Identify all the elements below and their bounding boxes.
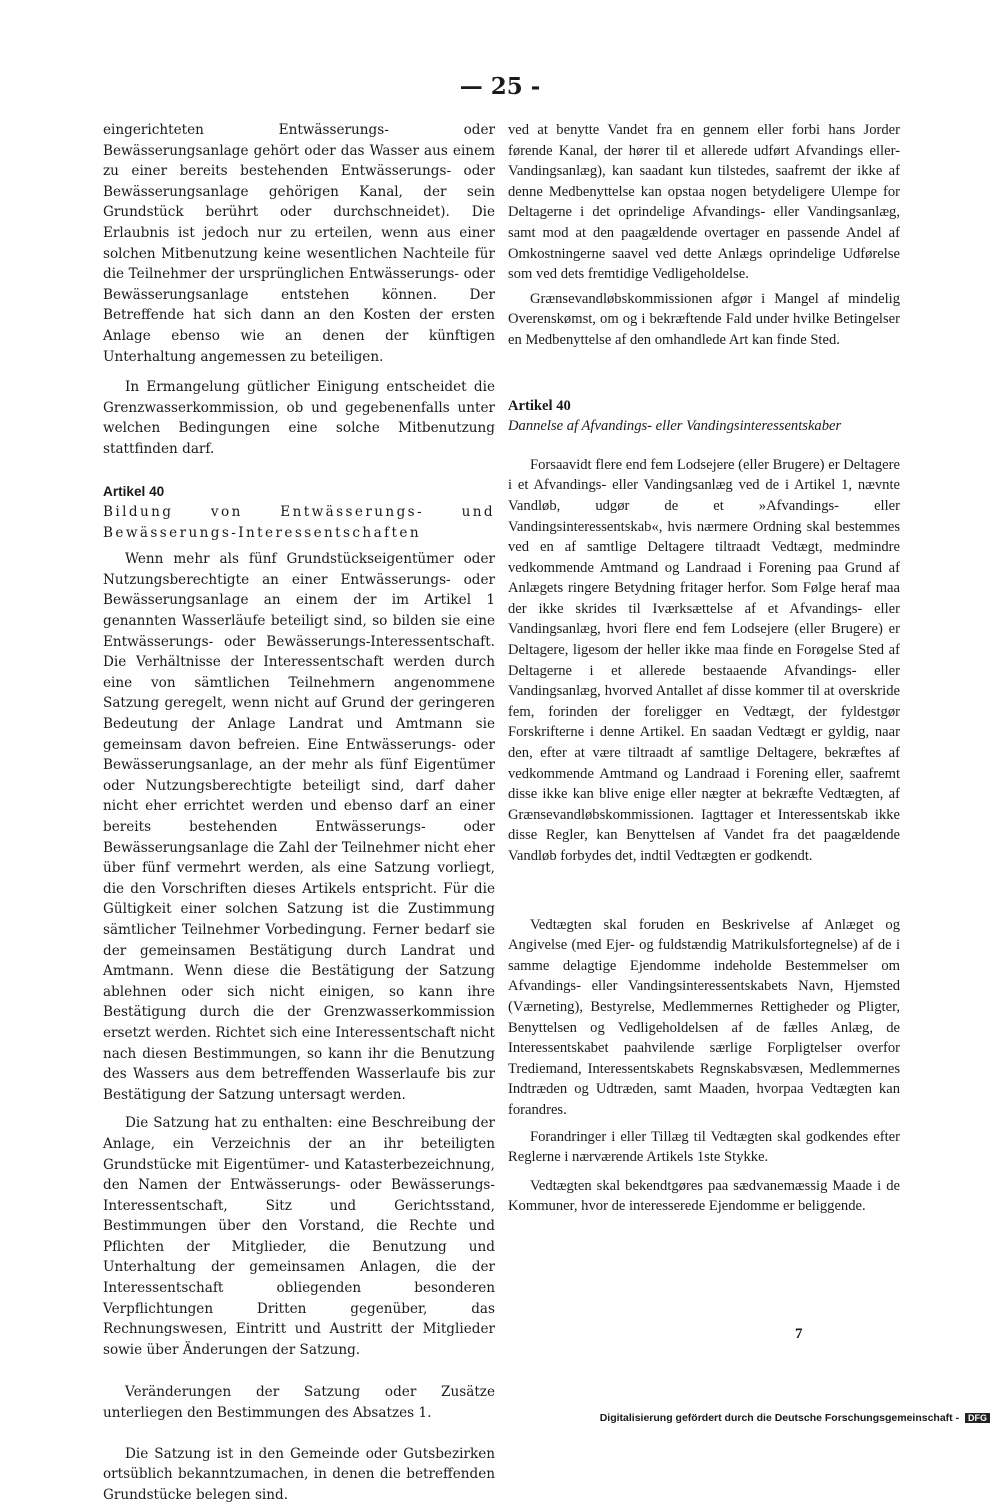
- danish-column: [508, 120, 900, 1217]
- danish-paragraph-1: ved at benytte Vandet fra en gennem eller forbi hans Jorder førende Kanal, der hører til et allerede udført Afvandings eller- Vandingsanlæg), kan saadant kun tilstedes, saafremt der ikke af denne Medbenyttelse kan opstaa nogen betydeligere Ulempe for Deltagerne i det oprindelige Afvandings- eller Vandingsanlæg, samt mod at den paagældende overtager en passende Andel af Omkostningerne saavel ved dette Anlægs oprindelige Udførelse som ved dets fremtidige Vedligeholdelse.: [508, 122, 900, 283]
- german-article-heading: Artikel 40: [103, 483, 165, 499]
- german-column: [103, 120, 495, 1505]
- dfg-logo-icon: DFG: [965, 1413, 990, 1423]
- footer-text: Digitalisierung gefördert durch die Deutsche Forschungsgemeinschaft -: [599, 1412, 960, 1424]
- german-paragraph-1: eingerichteten Entwässerungs- oder Bewässerungsanlage gehört oder das Wasser aus einem zu einer bereits bestehenden Entwässerungs- oder Bewässerungsanlage gehörigen Kanal, der sein Grundstück berührt oder durchschneidet). Die Erlaubnis ist jedoch nur zu erteilen, wenn aus einer solchen Mitbenutzung keine wesentlichen Nachteile für die Teilnehmer der ursprünglichen Entwässerungs- oder Bewässerungsanlage entstehen können. Der Betreffende hat sich dann an den Kosten der ersten Anlage ebenso wie an denen der künftigen Unterhaltung angemessen zu beteiligen.: [103, 122, 495, 365]
- signature-number: 7: [795, 1326, 803, 1342]
- danish-paragraph-6: Vedtægten skal bekendtgøres paa sædvanemæssig Maade i de Kommuner, hvor de interesserede Ejendomme er beliggende.: [508, 1177, 900, 1215]
- german-paragraph-6: Die Satzung ist in den Gemeinde oder Gutsbezirken ortsüblich bekanntzumachen, in denen die betreffenden Grundstücke belegen sind.: [103, 1445, 495, 1503]
- danish-paragraph-5: Forandringer i eller Tillæg til Vedtægten skal godkendes efter Reglerne i nærværende Artikels 1ste Stykke.: [508, 1128, 900, 1166]
- german-paragraph-2: In Ermangelung gütlicher Einigung entscheidet die Grenzwasserkommission, ob und gegebenenfalls unter welchen Bedingungen eine solche Mitbenutzung stattfinden darf.: [103, 379, 495, 457]
- german-article-subtitle: Bildung von Entwässerungs- und Bewässerungs-Interessentschaften: [103, 504, 495, 541]
- danish-article-heading: Artikel 40: [508, 397, 571, 414]
- footer: [600, 1412, 990, 1424]
- page-number: — 25 -: [459, 73, 541, 100]
- danish-paragraph-3: Forsaavidt flere end fem Lodsejere (eller Brugere) er Deltagere i et Afvandings- eller Vandingsanlæg ved de i Artikel 1, nævnte Vandløb, udgør de et »Afvandings- eller Vandingsinteressentskab«, hvis nærmere Ordning skal bestemmes ved en af samtlige Deltagere tiltraadt Vedtægt, medmindre vedkommende Amtmand og Landraad i Forening paa Grund af Anlægets ringere Betydning fritager herfor. Som Følge heraf maa der ikke skrides til Iværksættelse af et Afvandings- eller Vandingsanlæg, hvori flere end fem Lodsejere (eller Brugere) er Deltagere, ligesom der heller ikke maa finde en Forøgelse Sted af Deltagerne i et allerede bestaaende Afvandings- eller Vandingsanlæg, hvorved Antallet af disse kommer til at overskride fem, forinden der foreligger en Vedtægt, der fyldestgør Forskrifterne i denne Artikel. En saadan Vedtægt er gyldig, naar den, efter at være tiltraadt af samtlige Deltagere, bekræftes af vedkommende Amtmand og Landraad i Forening eller, saafremt disse ikke kan blive enige eller nægter at bekræfte Vedtægten, af Grænsevandløbskommissionen. Iagttager et Interessentskab ikke disse Regler, kan Benyttelsen af Vandet fra det paagældende Vandløb forbydes det, indtil Vedtægten er godkendt.: [508, 456, 900, 864]
- danish-article-subtitle: Dannelse af Afvandings- eller Vandingsinteressentskaber: [508, 418, 842, 435]
- danish-paragraph-2: Grænsevandløbskommissionen afgør i Mangel af mindelig Overenskømst, om og i bekræftende Fald under hvilke Betingelser en Medbenyttelse af den omhandlede Art kan finde Sted.: [508, 290, 900, 348]
- german-paragraph-3: Wenn mehr als fünf Grundstückseigentümer oder Nutzungsberechtigte an einer Entwässerungs- oder Bewässerungsanlage an einem der im Artikel 1 genannten Wasserläufe beteiligt sind, so bilden sie eine Entwässerungs- oder Bewässerungs-Interessentschaft. Die Verhältnisse der Interessentschaft werden durch eine von sämtlichen Teilnehmern angenommene Satzung geregelt, wenn nicht auf Grund der geringeren Bedeutung der Anlage Landrat und Amtmann sie gemeinsam davon befreien. Eine Entwässerungs- oder Bewässerungsanlage, an der mehr als fünf Eigentümer oder Nutzungsberechtigte beteiligt sind, darf daher nicht eher errichtet werden und ebenso darf an einer bereits bestehenden Entwässerungs- oder Bewässerungsanlage die Zahl der Teilnehmer nicht eher über fünf vermehrt werden, als eine Satzung vorliegt, die den Vorschriften dieses Artikels entspricht. Für die Gültigkeit einer solchen Satzung ist die Zustimmung sämtlicher Teilnehmer Vorbedingung. Ferner bedarf sie der gemeinsamen Bestätigung durch Landrat und Amtmann. Wenn diese die Bestätigung der Satzung ablehnen oder sich nicht einigen, so kann ihre Bestätigung durch die der Grenzwasserkommission ersetzt werden. Richtet sich eine Interessentschaft nicht nach diesen Bestimmungen, so kann ihr die Benutzung des Wassers aus dem betreffenden Wasserlaufe bis zur Bestätigung der Satzung untersagt werden.: [103, 551, 495, 1103]
- danish-paragraph-4: Vedtægten skal foruden en Beskrivelse af Anlæget og Angivelse (med Ejer- og fuldstændig Matrikulsfortegnelse) af de i samme delagtige Ejendomme indeholde Bestemmelser om Afvandings- eller Vandingsinteressentskabets Navn, Hjemsted (Værneting), Bestyrelse, Medlemmernes Rettigheder og Pligter, Benyttelsen og Vedligeholdelsen af de fælles Anlæg, de Interessentskabet paahvilende særlige Forpligtelser overfor Trediemand, Interessentskabets Regnskabsvæsen, Medlemmernes Indtræden og Udtræden, samt Maaden, hvorpaa Vedtægten kan forandres.: [508, 916, 900, 1118]
- german-paragraph-4: Die Satzung hat zu enthalten: eine Beschreibung der Anlage, ein Verzeichnis der an ihr beteiligten Grundstücke mit Eigentümer- und Katasterbezeichnung, den Namen der Entwässerungs- oder Bewässerungs-Interessentschaft, Sitz und Gerichtsstand, Bestimmungen über den Vorstand, die Rechte und Pflichten der Mitglieder, die Benutzung und Unterhaltung der gemeinsamen Anlagen, die der Interessentschaft obliegenden besonderen Verpflichtungen Dritten gegenüber, das Rechnungswesen, Eintritt und Austritt der Mitglieder sowie über Änderungen der Satzung.: [103, 1115, 495, 1358]
- german-paragraph-5: Veränderungen der Satzung oder Zusätze unterliegen den Bestimmungen des Absatzes 1.: [103, 1384, 495, 1422]
